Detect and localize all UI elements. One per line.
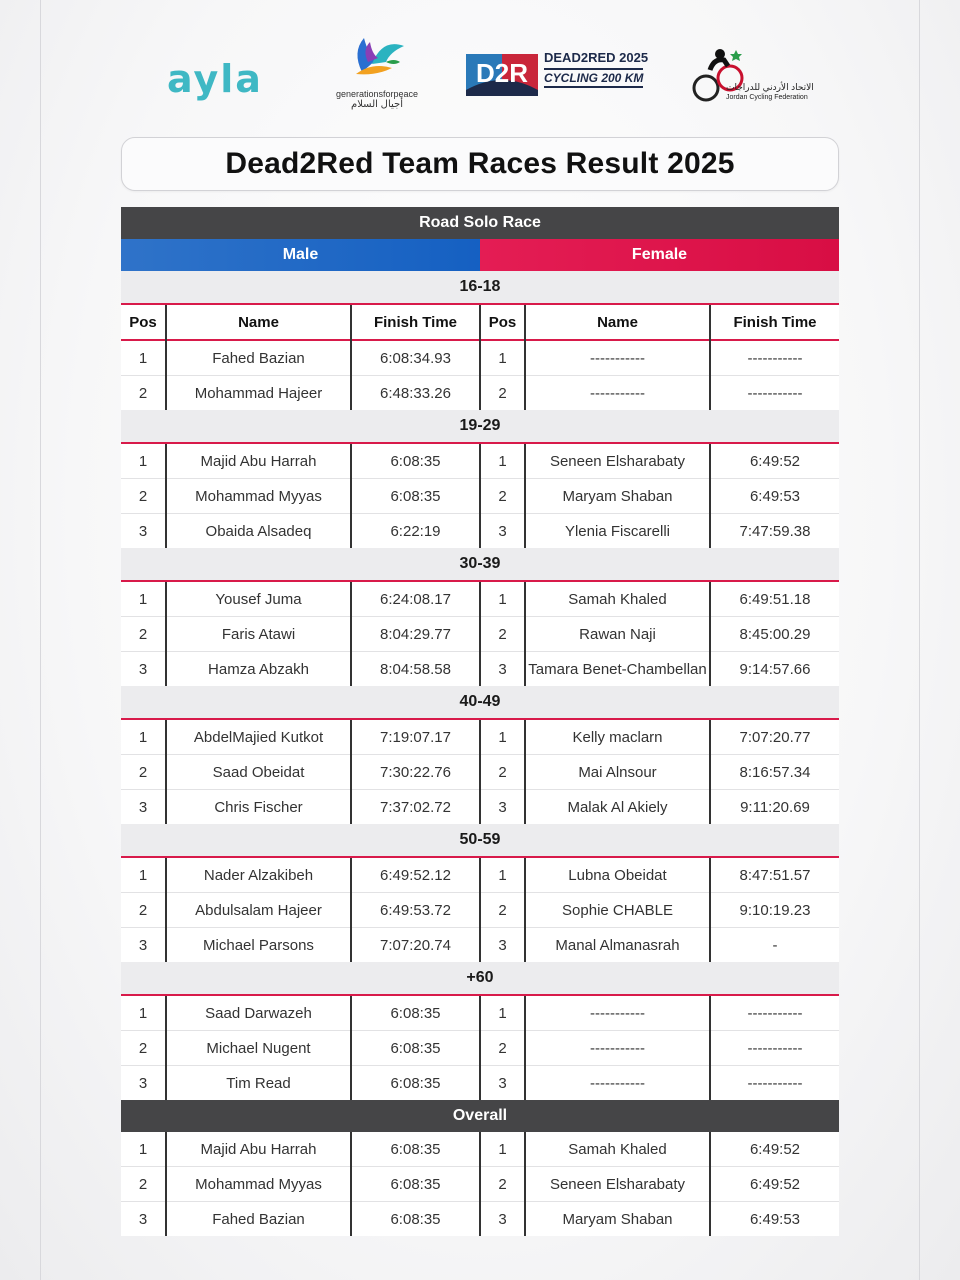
right-border-line xyxy=(919,0,920,1280)
male-name-cell: Majid Abu Harrah xyxy=(166,1132,351,1167)
result-row xyxy=(121,514,839,549)
result-row xyxy=(121,479,839,514)
age-group-table xyxy=(121,996,839,1100)
female-name-cell: ----------- xyxy=(525,376,710,411)
age-group-table xyxy=(121,305,839,410)
male-time-cell: 7:30:22.76 xyxy=(351,755,480,790)
female-time-cell: ----------- xyxy=(710,1031,839,1066)
male-time-cell: 7:07:20.74 xyxy=(351,928,480,963)
male-time-cell: 6:48:33.26 xyxy=(351,376,480,411)
male-name-cell: Saad Darwazeh xyxy=(166,996,351,1031)
male-name-cell: Nader Alzakibeh xyxy=(166,858,351,893)
result-row xyxy=(121,1066,839,1101)
age-group-table xyxy=(121,444,839,548)
result-row xyxy=(121,928,839,963)
female-pos-cell: 3 xyxy=(480,790,525,825)
male-time-cell: 6:08:35 xyxy=(351,444,480,479)
female-pos-cell: 1 xyxy=(480,444,525,479)
male-pos-cell: 3 xyxy=(121,652,166,687)
male-pos-cell: 1 xyxy=(121,340,166,376)
female-time-cell: 6:49:53 xyxy=(710,1202,839,1237)
female-name-cell: Seneen Elsharabaty xyxy=(525,1167,710,1202)
female-pos-cell: 3 xyxy=(480,1066,525,1101)
female-pos-cell: 1 xyxy=(480,340,525,376)
female-time-cell: ----------- xyxy=(710,340,839,376)
male-time-cell: 6:08:35 xyxy=(351,1167,480,1202)
result-row xyxy=(121,755,839,790)
female-name-cell: Maryam Shaban xyxy=(525,479,710,514)
male-name-header: Name xyxy=(166,305,351,340)
female-pos-cell: 2 xyxy=(480,479,525,514)
gfp-english-text: generationsforpeace xyxy=(335,89,419,99)
male-time-cell: 8:04:29.77 xyxy=(351,617,480,652)
result-row xyxy=(121,996,839,1031)
female-time-cell: 8:16:57.34 xyxy=(710,755,839,790)
result-row xyxy=(121,1202,839,1237)
male-pos-cell: 1 xyxy=(121,1132,166,1167)
female-time-cell: ----------- xyxy=(710,376,839,411)
female-pos-cell: 2 xyxy=(480,1031,525,1066)
male-time-cell: 6:08:35 xyxy=(351,1132,480,1167)
female-time-cell: 7:07:20.77 xyxy=(710,720,839,755)
male-time-cell: 6:08:35 xyxy=(351,1066,480,1101)
male-header: Male xyxy=(121,239,480,271)
result-row xyxy=(121,790,839,825)
female-time-cell: 9:11:20.69 xyxy=(710,790,839,825)
female-name-cell: ----------- xyxy=(525,996,710,1031)
female-name-cell: Seneen Elsharabaty xyxy=(525,444,710,479)
male-time-cell: 7:19:07.17 xyxy=(351,720,480,755)
male-time-cell: 6:08:34.93 xyxy=(351,340,480,376)
male-name-cell: Mohammad Hajeer xyxy=(166,376,351,411)
result-row xyxy=(121,582,839,617)
female-time-cell: 9:14:57.66 xyxy=(710,652,839,687)
female-name-cell: ----------- xyxy=(525,1066,710,1101)
male-time-cell: 6:08:35 xyxy=(351,1031,480,1066)
female-time-header: Finish Time xyxy=(710,305,839,340)
age-group-header: 19-29 xyxy=(121,410,839,444)
female-name-cell: Lubna Obeidat xyxy=(525,858,710,893)
male-pos-cell: 1 xyxy=(121,444,166,479)
female-name-cell: Rawan Naji xyxy=(525,617,710,652)
female-pos-cell: 2 xyxy=(480,755,525,790)
female-name-cell: Sophie CHABLE xyxy=(525,893,710,928)
male-name-cell: Obaida Alsadeq xyxy=(166,514,351,549)
female-name-cell: Samah Khaled xyxy=(525,582,710,617)
female-name-cell: Maryam Shaban xyxy=(525,1202,710,1237)
male-pos-cell: 1 xyxy=(121,996,166,1031)
male-time-cell: 6:22:19 xyxy=(351,514,480,549)
male-pos-cell: 1 xyxy=(121,720,166,755)
female-time-cell: ----------- xyxy=(710,1066,839,1101)
male-pos-cell: 3 xyxy=(121,514,166,549)
age-group-table xyxy=(121,582,839,686)
male-name-cell: Majid Abu Harrah xyxy=(166,444,351,479)
male-name-cell: Mohammad Myyas xyxy=(166,1167,351,1202)
result-row xyxy=(121,376,839,411)
gfp-arabic-text: أجيال السلام xyxy=(351,99,403,110)
male-name-cell: Saad Obeidat xyxy=(166,755,351,790)
d2r-title-text: DEAD2RED 2025 xyxy=(544,50,649,65)
female-pos-cell: 3 xyxy=(480,652,525,687)
race-name-header: Road Solo Race xyxy=(121,207,839,239)
left-border-line xyxy=(40,0,41,1280)
female-pos-cell: 2 xyxy=(480,376,525,411)
column-header-row xyxy=(121,305,839,340)
result-row xyxy=(121,1167,839,1202)
female-name-header: Name xyxy=(525,305,710,340)
female-name-cell: Ylenia Fiscarelli xyxy=(525,514,710,549)
male-name-cell: Tim Read xyxy=(166,1066,351,1101)
male-pos-cell: 2 xyxy=(121,755,166,790)
male-pos-cell: 2 xyxy=(121,1167,166,1202)
male-pos-cell: 2 xyxy=(121,893,166,928)
female-time-cell: ----------- xyxy=(710,996,839,1031)
result-row xyxy=(121,340,839,376)
male-name-cell: Michael Nugent xyxy=(166,1031,351,1066)
male-time-cell: 6:08:35 xyxy=(351,1202,480,1237)
male-time-cell: 6:49:52.12 xyxy=(351,858,480,893)
male-name-cell: Chris Fischer xyxy=(166,790,351,825)
male-time-cell: 7:37:02.72 xyxy=(351,790,480,825)
male-time-cell: 6:24:08.17 xyxy=(351,582,480,617)
female-pos-cell: 1 xyxy=(480,1132,525,1167)
age-group-header: 50-59 xyxy=(121,824,839,858)
age-group-table xyxy=(121,858,839,962)
female-pos-cell: 1 xyxy=(480,996,525,1031)
results-table xyxy=(121,207,839,1236)
female-pos-cell: 3 xyxy=(480,514,525,549)
male-pos-cell: 1 xyxy=(121,858,166,893)
result-row xyxy=(121,444,839,479)
jcf-arabic-text: الاتحاد الأردني للدراجات xyxy=(726,82,814,92)
overall-table xyxy=(121,1132,839,1236)
female-pos-cell: 2 xyxy=(480,617,525,652)
male-name-cell: Faris Atawi xyxy=(166,617,351,652)
age-group-header: +60 xyxy=(121,962,839,996)
result-row xyxy=(121,1132,839,1167)
female-time-cell: 6:49:53 xyxy=(710,479,839,514)
result-row xyxy=(121,617,839,652)
female-time-cell: 8:45:00.29 xyxy=(710,617,839,652)
male-pos-cell: 3 xyxy=(121,790,166,825)
male-name-cell: Mohammad Myyas xyxy=(166,479,351,514)
female-time-cell: 6:49:52 xyxy=(710,444,839,479)
male-time-cell: 6:08:35 xyxy=(351,996,480,1031)
d2r-subtitle-text: CYCLING 200 KM xyxy=(544,68,643,88)
age-group-header: 40-49 xyxy=(121,686,839,720)
d2r-badge-text: D2R xyxy=(475,58,529,88)
female-name-cell: Mai Alnsour xyxy=(525,755,710,790)
male-name-cell: AbdelMajied Kutkot xyxy=(166,720,351,755)
female-name-cell: ----------- xyxy=(525,340,710,376)
female-time-cell: - xyxy=(710,928,839,963)
male-name-cell: Fahed Bazian xyxy=(166,340,351,376)
age-group-header: 30-39 xyxy=(121,548,839,582)
male-pos-cell: 2 xyxy=(121,479,166,514)
male-pos-header: Pos xyxy=(121,305,166,340)
female-time-cell: 7:47:59.38 xyxy=(710,514,839,549)
female-pos-cell: 2 xyxy=(480,893,525,928)
female-pos-header: Pos xyxy=(480,305,525,340)
male-pos-cell: 3 xyxy=(121,1202,166,1237)
result-row xyxy=(121,1031,839,1066)
female-time-cell: 6:49:52 xyxy=(710,1167,839,1202)
female-time-cell: 9:10:19.23 xyxy=(710,893,839,928)
female-time-cell: 8:47:51.57 xyxy=(710,858,839,893)
generations-for-peace-logo xyxy=(332,32,422,116)
dead2red-logo xyxy=(466,50,648,100)
female-time-cell: 6:49:51.18 xyxy=(710,582,839,617)
d2r-badge-icon xyxy=(466,50,538,96)
male-name-cell: Abdulsalam Hajeer xyxy=(166,893,351,928)
dove-icon xyxy=(342,32,412,82)
male-name-cell: Yousef Juma xyxy=(166,582,351,617)
sponsor-logos xyxy=(0,30,960,116)
male-pos-cell: 2 xyxy=(121,617,166,652)
result-row xyxy=(121,652,839,687)
female-pos-cell: 2 xyxy=(480,1167,525,1202)
ayla-logo: ayla xyxy=(167,57,263,101)
female-pos-cell: 1 xyxy=(480,858,525,893)
male-pos-cell: 3 xyxy=(121,1066,166,1101)
female-name-cell: Malak Al Akiely xyxy=(525,790,710,825)
female-name-cell: Tamara Benet-Chambellan xyxy=(525,652,710,687)
jordan-cycling-federation-logo xyxy=(692,42,814,108)
male-pos-cell: 2 xyxy=(121,376,166,411)
female-pos-cell: 1 xyxy=(480,720,525,755)
age-group-table xyxy=(121,720,839,824)
age-group-header: 16-18 xyxy=(121,271,839,305)
female-name-cell: Kelly maclarn xyxy=(525,720,710,755)
female-name-cell: ----------- xyxy=(525,1031,710,1066)
gender-header xyxy=(121,239,839,271)
overall-header: Overall xyxy=(121,1100,839,1132)
result-row xyxy=(121,893,839,928)
male-pos-cell: 2 xyxy=(121,1031,166,1066)
male-name-cell: Fahed Bazian xyxy=(166,1202,351,1237)
male-time-cell: 6:49:53.72 xyxy=(351,893,480,928)
jcf-english-text: Jordan Cycling Federation xyxy=(726,94,808,101)
result-row xyxy=(121,720,839,755)
page-title-box xyxy=(121,137,839,191)
female-time-cell: 6:49:52 xyxy=(710,1132,839,1167)
male-time-cell: 6:08:35 xyxy=(351,479,480,514)
female-name-cell: Manal Almanasrah xyxy=(525,928,710,963)
female-pos-cell: 1 xyxy=(480,582,525,617)
page-title: Dead2Red Team Races Result 2025 xyxy=(225,147,735,180)
male-name-cell: Hamza Abzakh xyxy=(166,652,351,687)
female-pos-cell: 3 xyxy=(480,928,525,963)
male-pos-cell: 3 xyxy=(121,928,166,963)
male-name-cell: Michael Parsons xyxy=(166,928,351,963)
female-name-cell: Samah Khaled xyxy=(525,1132,710,1167)
male-time-cell: 8:04:58.58 xyxy=(351,652,480,687)
result-row xyxy=(121,858,839,893)
male-pos-cell: 1 xyxy=(121,582,166,617)
male-time-header: Finish Time xyxy=(351,305,480,340)
female-pos-cell: 3 xyxy=(480,1202,525,1237)
female-header: Female xyxy=(480,239,839,271)
